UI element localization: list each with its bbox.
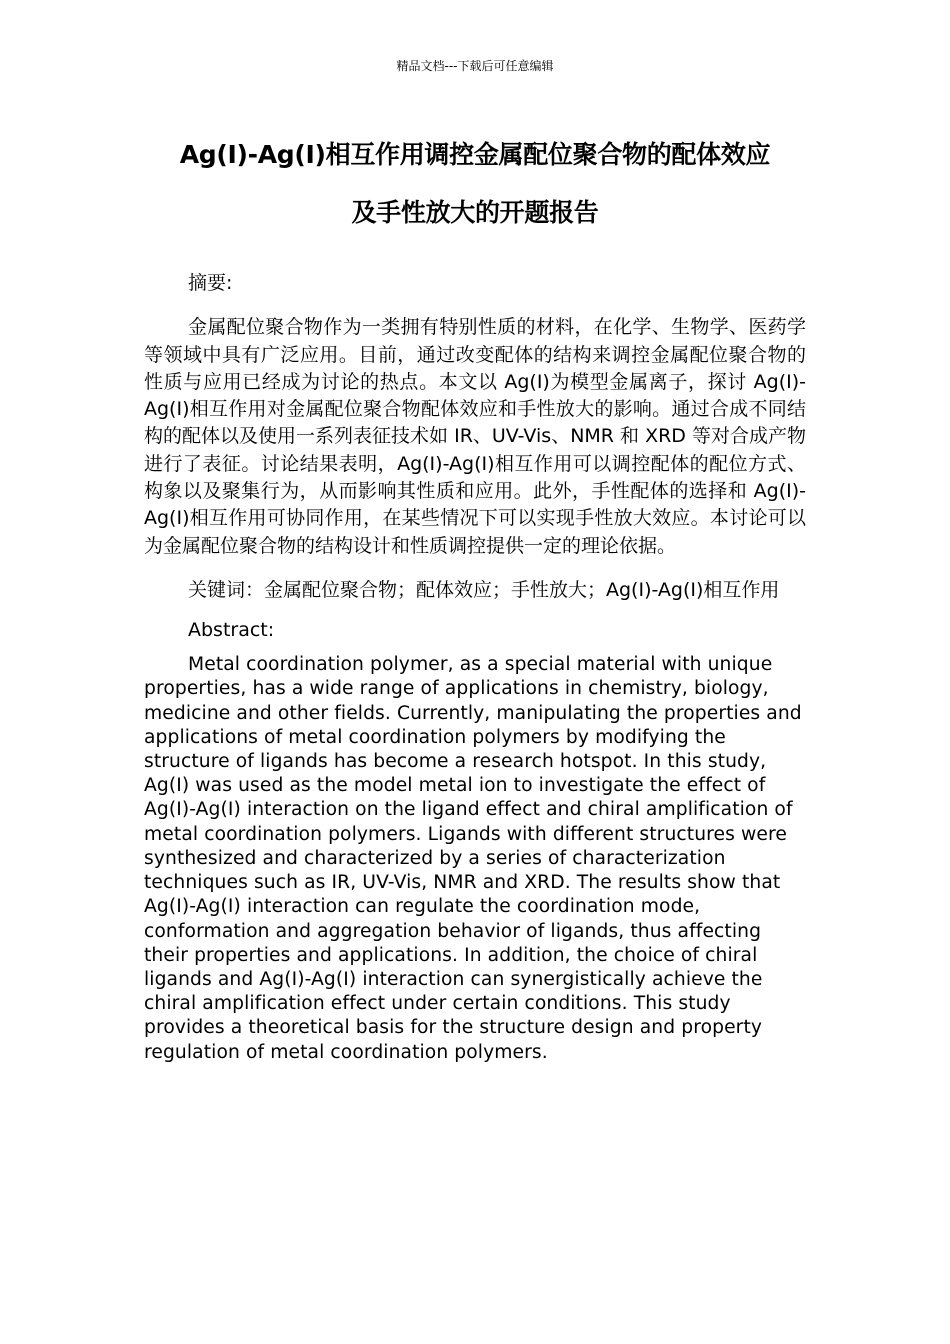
document-body	[144, 270, 806, 1065]
abstract-cn-label: 摘要:	[188, 272, 233, 294]
abstract-en-label: Abstract:	[188, 619, 275, 642]
abstract-cn-body: 金属配位聚合物作为一类拥有特别性质的材料，在化学、生物学、医药学等领域中具有广泛应用。目前，通过改变配体的结构来调控金属配位聚合物的性质与应用已经成为讨论的热点。本文以 Ag(I)为模型金属离子，探讨 Ag(I)-Ag(I)相互作用对金属配位聚合物配体效应和手性放大的影响。通过合成不同结构的配体以及使用一系列表征技术如 IR、UV-Vis、NMR 和 XRD 等对合成产物进行了表征。讨论结果表明，Ag(I)-Ag(I)相互作用可以调控配体的配位方式、构象以及聚集行为，从而影响其性质和应用。此外，手性配体的选择和 Ag(I)-Ag(I)相互作用可协同作用，在某些情况下可以实现手性放大效应。本讨论可以为金属配位聚合物的结构设计和性质调控提供一定的理论依据。	[144, 316, 806, 557]
abstract-en-body: Metal coordination polymer, as a special material with unique properties, has a wide range of applications in chemistry, biology, medicine and other fields. Currently, manipulating the properties and applications of metal coordination polymers by modifying the structure of ligands has become a research hotspot. In this study, Ag(I) was used as the model metal ion to investigate the effect of Ag(I)-Ag(I) interaction on the ligand effect and chiral amplification of metal coordination polymers. Ligands with different structures were synthesized and characterized by a series of characterization techniques such as IR, UV-Vis, NMR and XRD. The results show that Ag(I)-Ag(I) interaction can regulate the coordination mode, conformation and aggregation behavior of ligands, thus affecting their properties and applications. In addition, the choice of chiral ligands and Ag(I)-Ag(I) interaction can synergistically achieve the chiral amplification effect under certain conditions. This study provides a theoretical basis for the structure design and property regulation of metal coordination polymers.	[144, 654, 802, 1063]
header-note: 精品文档---下载后可任意编辑	[396, 59, 554, 73]
title-line-1: Ag(I)-Ag(I)相互作用调控金属配位聚合物的配体效应	[179, 140, 771, 169]
title-line-2: 及手性放大的开题报告	[351, 198, 599, 227]
keywords-cn: 关键词：金属配位聚合物；配体效应；手性放大；Ag(I)-Ag(I)相互作用	[188, 578, 780, 601]
